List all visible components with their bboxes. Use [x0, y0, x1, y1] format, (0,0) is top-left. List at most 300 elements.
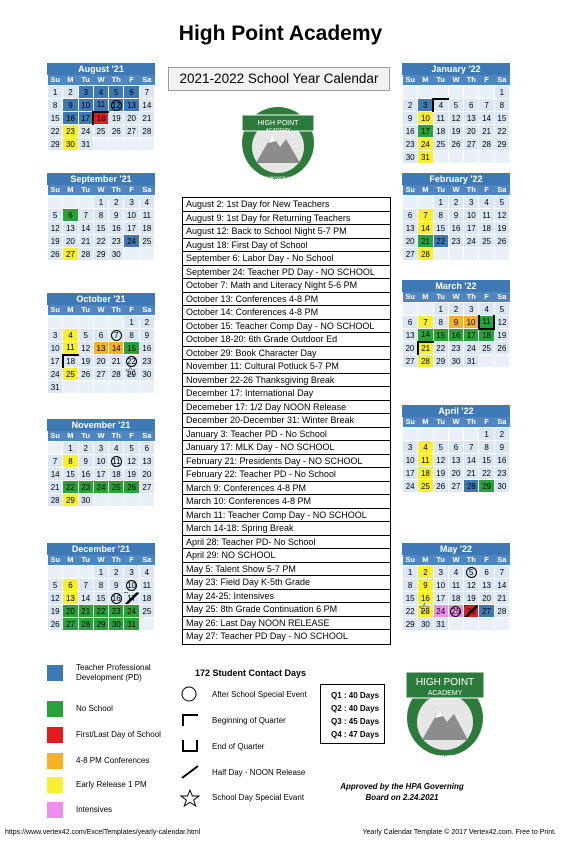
day-cell	[433, 303, 448, 316]
event-row: November 22-26 Thanksgiving Break	[183, 374, 390, 388]
day-cell	[93, 592, 108, 605]
day-cell	[48, 455, 63, 468]
day-cell	[403, 151, 418, 164]
day-number: 15	[482, 455, 491, 465]
day-number: 26	[451, 139, 461, 149]
day-cell	[93, 355, 108, 368]
day-number: 10	[466, 317, 476, 327]
day-cell	[48, 222, 63, 235]
weekday-header: M	[418, 555, 433, 566]
day-cell	[109, 99, 124, 112]
weekday-header: F	[479, 185, 494, 196]
day-cell	[418, 99, 433, 112]
day-number: 23	[451, 236, 461, 246]
day-number: 25	[482, 343, 491, 353]
day-number: 18	[436, 126, 446, 136]
day-cell	[78, 592, 93, 605]
day-number: 19	[50, 236, 60, 246]
day-number: 12	[436, 455, 446, 465]
day-cell	[109, 605, 124, 618]
day-number: 1	[499, 87, 505, 97]
day-cell	[63, 494, 78, 507]
day-number: 29	[65, 495, 75, 505]
day-cell	[403, 235, 418, 248]
day-number: 13	[65, 593, 75, 603]
day-number: 24	[127, 236, 136, 246]
day-cell	[109, 592, 124, 605]
event-row: October 15: Teacher Comp Day - NO SCHOOL	[183, 320, 390, 334]
logo-line1: HIGH POINT	[257, 120, 299, 127]
weekday-header: Tu	[433, 555, 448, 566]
day-cell	[78, 455, 93, 468]
day-cell	[48, 196, 63, 209]
day-cell	[418, 209, 433, 222]
month-header: April '22	[402, 405, 510, 417]
day-number: 24	[405, 481, 415, 491]
weekday-header: Th	[109, 555, 124, 566]
event-row: August 12: Back to School Night 5-7 PM	[183, 225, 390, 239]
day-cell	[63, 99, 78, 112]
footer-url[interactable]: https://www.vertex42.com/ExcelTemplates/yearly-calendar.html	[5, 829, 201, 836]
bracket-open-icon	[180, 712, 200, 728]
day-cell	[93, 579, 108, 592]
day-number: 20	[405, 236, 415, 246]
weekday-header: W	[93, 75, 108, 86]
day-cell	[464, 248, 479, 261]
day-cell	[448, 303, 463, 316]
symbol-legend-item	[180, 712, 286, 728]
day-cell	[63, 592, 78, 605]
day-number: 26	[466, 606, 476, 616]
day-number: 17	[466, 223, 476, 233]
day-cell	[48, 99, 63, 112]
day-number: 27	[482, 606, 491, 616]
day-number: 22	[482, 468, 491, 478]
day-number: 21	[482, 126, 491, 136]
day-number: 6	[453, 442, 459, 452]
day-cell	[418, 138, 433, 151]
day-cell	[93, 566, 108, 579]
day-number: 11	[451, 580, 461, 590]
day-number: 21	[81, 236, 91, 246]
day-number: 12	[81, 343, 91, 353]
legend-label: First/Last Day of School	[76, 730, 161, 739]
day-cell	[403, 355, 418, 368]
day-number: 28	[81, 619, 91, 629]
day-cell	[403, 196, 418, 209]
day-number: 29 ☆	[127, 370, 136, 379]
day-number: 8	[438, 210, 443, 220]
day-cell	[448, 342, 463, 355]
day-cell	[448, 592, 463, 605]
day-cell	[63, 316, 78, 329]
day-cell	[139, 455, 154, 468]
day-cell	[403, 592, 418, 605]
day-cell	[448, 222, 463, 235]
day-cell	[479, 618, 494, 631]
day-cell	[124, 125, 139, 138]
legend-item	[47, 663, 166, 683]
day-cell	[433, 248, 448, 261]
day-cell	[494, 467, 509, 480]
day-number: 24	[81, 126, 91, 136]
weekday-header: W	[448, 75, 463, 86]
day-cell	[124, 196, 139, 209]
day-cell	[93, 494, 108, 507]
weekday-header: W	[448, 417, 463, 428]
day-cell	[124, 592, 139, 605]
quarter-days-box	[320, 684, 385, 744]
day-cell	[433, 125, 448, 138]
weekday-header: Sa	[494, 185, 509, 196]
day-number: 7	[423, 317, 428, 327]
day-number: 19	[497, 223, 507, 233]
day-cell	[494, 112, 509, 125]
day-cell	[494, 86, 509, 99]
day-number: 11	[96, 100, 106, 110]
day-number: 13	[482, 580, 491, 590]
day-cell	[448, 248, 463, 261]
weekday-header: M	[63, 185, 78, 196]
weekday-header: Th	[109, 185, 124, 196]
legend-item	[47, 753, 166, 769]
event-row: January 3: Teacher PD - No School	[183, 428, 390, 442]
weekday-header: Sa	[494, 292, 509, 303]
day-cell	[433, 209, 448, 222]
day-number: 31	[127, 619, 136, 629]
event-row: December 17: International Day	[183, 387, 390, 401]
day-cell	[124, 494, 139, 507]
day-number: 19	[111, 113, 121, 123]
event-row: February 21: Presidents Day - NO SCHOOL	[183, 455, 390, 469]
day-number: 22	[405, 606, 415, 616]
day-cell	[464, 355, 479, 368]
day-number: 31	[81, 139, 91, 149]
day-cell	[479, 196, 494, 209]
weekday-header: F	[124, 305, 139, 316]
day-number: 6	[469, 100, 474, 110]
day-cell	[139, 618, 154, 631]
day-number: 12	[497, 317, 507, 327]
day-number: 20	[127, 113, 136, 123]
day-cell	[464, 316, 479, 329]
day-number: 29	[405, 619, 415, 629]
day-number: 1	[98, 197, 104, 207]
day-number: 18	[420, 468, 430, 478]
day-cell	[93, 248, 108, 261]
day-cell	[78, 481, 93, 494]
day-cell	[448, 441, 463, 454]
event-row: May 24-25: Intensives	[183, 590, 390, 604]
weekday-header: Su	[48, 555, 63, 566]
day-cell	[63, 86, 78, 99]
day-number: 16	[111, 223, 121, 233]
events-list	[182, 197, 391, 645]
calendar-aug	[47, 63, 155, 151]
day-number: 12	[451, 113, 461, 123]
day-number: 18	[482, 223, 491, 233]
day-cell	[479, 605, 494, 618]
day-number: 15	[50, 113, 60, 123]
weekday-header: Su	[48, 185, 63, 196]
day-cell	[48, 209, 63, 222]
day-number: 5	[499, 304, 505, 314]
day-cell	[433, 579, 448, 592]
day-number: 11	[142, 210, 151, 220]
day-number: 19	[50, 606, 60, 616]
day-cell	[479, 467, 494, 480]
day-cell	[48, 138, 63, 151]
day-number: 17	[50, 356, 60, 366]
day-cell	[139, 248, 154, 261]
day-cell	[448, 605, 463, 618]
day-number: 9	[83, 456, 88, 466]
day-cell	[78, 342, 93, 355]
day-number: 13	[451, 455, 461, 465]
day-number: 17	[81, 113, 90, 123]
day-number: 2	[83, 443, 88, 453]
day-number: 31	[420, 152, 430, 162]
contact-days: 172 Student Contact Days	[195, 668, 307, 678]
day-cell	[448, 99, 463, 112]
day-number: 10	[96, 456, 106, 466]
weekday-header: M	[63, 305, 78, 316]
weekday-header: Th	[464, 185, 479, 196]
day-cell	[93, 342, 108, 355]
day-number: 27	[405, 249, 415, 259]
day-cell	[78, 99, 93, 112]
day-number: 13	[65, 223, 75, 233]
day-number: 30	[142, 369, 152, 379]
day-cell	[418, 441, 433, 454]
weekday-header: Su	[48, 75, 63, 86]
weekday-header: Th	[464, 75, 479, 86]
day-cell	[93, 99, 108, 112]
day-number: 8	[68, 456, 73, 466]
day-cell	[139, 235, 154, 248]
day-number: 21	[111, 356, 121, 366]
day-number: 22	[436, 343, 446, 353]
day-number: 28	[420, 249, 430, 259]
day-number: 6	[68, 210, 73, 220]
day-cell	[464, 467, 479, 480]
weekday-header: Tu	[433, 292, 448, 303]
day-number: 16	[65, 113, 75, 123]
day-number: 23	[111, 606, 121, 616]
day-number: 10	[420, 113, 430, 123]
day-number: 1	[484, 429, 489, 439]
event-row: April 29: NO SCHOOL	[183, 549, 390, 563]
day-number: 7	[469, 442, 474, 452]
day-number: 14	[142, 100, 152, 110]
day-number: 4	[114, 443, 119, 453]
day-cell	[124, 368, 139, 381]
legend-item	[47, 802, 166, 818]
day-number: 28	[420, 356, 430, 366]
day-cell	[139, 99, 154, 112]
day-cell	[418, 235, 433, 248]
day-number: 3	[52, 330, 58, 340]
day-number: 2	[453, 304, 459, 314]
event-row: April 28: Teacher PD- No School	[183, 536, 390, 550]
day-number: 2	[423, 567, 428, 577]
day-cell	[109, 442, 124, 455]
day-cell	[403, 467, 418, 480]
day-number: 28	[81, 249, 91, 259]
day-number: 20	[451, 468, 461, 478]
day-number: 20	[65, 606, 75, 616]
day-number: 5	[129, 443, 134, 453]
day-cell	[479, 316, 494, 329]
day-number: 31	[466, 356, 476, 366]
day-cell	[93, 442, 108, 455]
day-number: 3	[469, 304, 474, 314]
weekday-header: Su	[48, 431, 63, 442]
symbol-legend-item	[180, 686, 307, 702]
day-cell	[48, 355, 63, 368]
event-row: October 29: Book Character Day	[183, 347, 390, 361]
day-number: 19	[81, 356, 91, 366]
day-cell	[139, 125, 154, 138]
legend-swatch	[47, 665, 63, 681]
day-cell	[418, 566, 433, 579]
day-cell	[124, 618, 139, 631]
event-row: May 27: Teacher PD Day - NO SCHOOL	[186, 631, 348, 641]
day-number: 26	[50, 249, 60, 259]
day-number: 5	[453, 100, 459, 110]
day-cell	[93, 605, 108, 618]
day-number: 17	[466, 330, 476, 340]
day-number: 27	[142, 482, 152, 492]
weekday-header: F	[124, 185, 139, 196]
day-number: 9	[407, 113, 413, 123]
weekday-header: Th	[464, 292, 479, 303]
day-cell	[494, 579, 509, 592]
day-cell	[124, 86, 139, 99]
day-cell	[433, 355, 448, 368]
day-cell	[433, 112, 448, 125]
day-cell	[48, 494, 63, 507]
month-header: November '21	[47, 419, 155, 431]
day-cell	[494, 355, 509, 368]
day-cell	[464, 566, 479, 579]
day-cell	[109, 316, 124, 329]
day-number: 6	[129, 87, 134, 97]
day-number: 13	[405, 223, 415, 233]
day-cell	[139, 138, 154, 151]
legend-label: No School	[76, 704, 113, 713]
day-cell	[433, 441, 448, 454]
school-logo-top	[238, 103, 318, 188]
day-number: 26	[81, 369, 91, 379]
day-cell	[78, 579, 93, 592]
day-number: 4	[144, 197, 150, 207]
day-cell	[124, 442, 139, 455]
day-cell	[63, 209, 78, 222]
day-cell	[464, 329, 479, 342]
day-cell	[464, 138, 479, 151]
day-cell	[48, 468, 63, 481]
day-cell	[48, 592, 63, 605]
day-number: 12	[497, 210, 507, 220]
day-number: 23	[81, 482, 91, 492]
day-number: 1	[438, 197, 443, 207]
day-cell	[63, 605, 78, 618]
weekday-header: Tu	[433, 417, 448, 428]
day-number: 4	[453, 567, 459, 577]
day-cell	[448, 196, 463, 209]
day-number: 18	[451, 593, 461, 603]
day-cell	[93, 86, 108, 99]
day-cell	[448, 138, 463, 151]
day-cell	[403, 454, 418, 467]
day-cell	[124, 381, 139, 394]
day-number: 20	[142, 469, 152, 479]
day-cell	[48, 316, 63, 329]
day-cell	[124, 235, 139, 248]
weekday-header: F	[479, 292, 494, 303]
day-cell	[139, 468, 154, 481]
day-cell	[78, 112, 93, 125]
day-cell	[63, 342, 78, 355]
day-number: 24	[420, 139, 430, 149]
day-number: 14	[50, 469, 60, 479]
weekday-header: Sa	[139, 185, 154, 196]
day-cell	[418, 329, 433, 342]
day-cell	[78, 316, 93, 329]
day-cell	[494, 342, 509, 355]
day-cell	[448, 579, 463, 592]
symbol-label: End of Quarter	[212, 741, 265, 751]
day-number: 1	[129, 317, 134, 327]
day-number: 22	[96, 606, 106, 616]
day-cell	[418, 316, 433, 329]
day-number: 21	[421, 343, 431, 353]
day-number: 19	[127, 469, 136, 479]
event-row: May 25: 8th Grade Continuation 6 PM	[183, 603, 390, 617]
day-number: 22	[65, 482, 75, 492]
day-cell	[139, 222, 154, 235]
day-cell	[48, 566, 63, 579]
day-cell	[63, 329, 78, 342]
day-cell	[403, 566, 418, 579]
day-number: 27	[65, 249, 75, 259]
day-cell	[93, 329, 108, 342]
month-header: February '22	[402, 173, 510, 185]
day-number: 19	[466, 593, 476, 603]
weekday-header: Su	[403, 555, 418, 566]
day-number: 25	[420, 481, 430, 491]
day-cell	[448, 428, 463, 441]
day-cell	[78, 566, 93, 579]
day-cell	[109, 235, 124, 248]
calendar-dec	[47, 543, 155, 631]
day-number: 17	[405, 468, 415, 478]
weekday-header: Tu	[78, 555, 93, 566]
day-cell	[63, 468, 78, 481]
day-cell	[418, 480, 433, 493]
day-cell	[78, 86, 93, 99]
day-cell	[139, 209, 154, 222]
day-cell	[418, 248, 433, 261]
day-cell	[78, 618, 93, 631]
weekday-header: Th	[464, 555, 479, 566]
day-cell	[93, 209, 108, 222]
day-number: 18	[482, 330, 491, 340]
day-cell	[479, 566, 494, 579]
weekday-header: Tu	[78, 75, 93, 86]
symbol-label: School Day Special Evant	[212, 792, 305, 802]
